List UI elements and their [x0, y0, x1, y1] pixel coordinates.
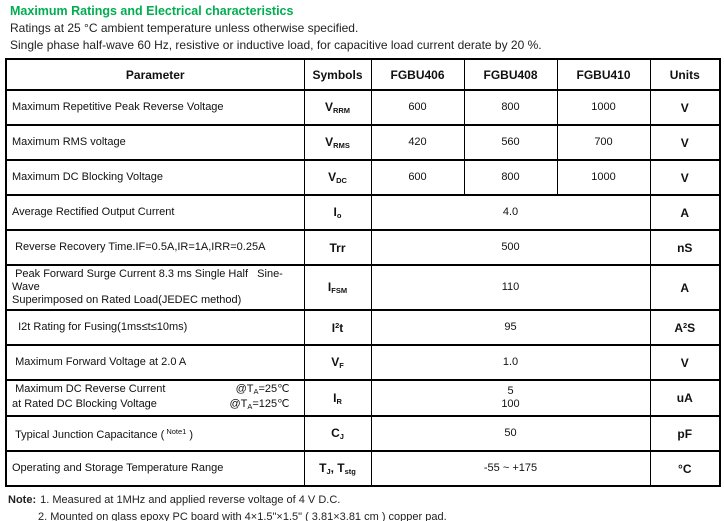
col-header-symbols: Symbols [304, 59, 371, 90]
conditions-line-1: Ratings at 25 °C ambient temperature unless otherwise specified. [10, 21, 359, 35]
header-row [6, 59, 720, 90]
table-row-io [6, 195, 720, 230]
symbol-cell-vf: VF [304, 345, 371, 380]
symbol-cell-io: Io [304, 195, 371, 230]
table-row-vf [6, 345, 720, 380]
param-cell-vdc: Maximum DC Blocking Voltage [6, 160, 304, 195]
unit-cell-trr: nS [650, 230, 720, 265]
value-cell-tj-tstg: -55 ~ +175 [371, 451, 650, 486]
value-cell-vdc-FGBU410: 1000 [557, 160, 650, 195]
col-header-units: Units [650, 59, 720, 90]
unit-cell-vf: V [650, 345, 720, 380]
table-row-vrrm [6, 90, 720, 125]
value-cell-io: 4.0 [371, 195, 650, 230]
note-line-1 [8, 494, 724, 506]
param-cell-tj-tstg: Operating and Storage Temperature Range [6, 451, 304, 486]
symbol-cell-tj-tstg: TJ, Tstg [304, 451, 371, 486]
symbol-cell-ifsm: IFSM [304, 265, 371, 310]
unit-cell-vdc: V [650, 160, 720, 195]
note-label: Note: [8, 494, 37, 506]
symbol-cell-ir: IR [304, 380, 371, 416]
value-cell-ir: 5 100 [371, 380, 650, 416]
unit-cell-vrrm: V [650, 90, 720, 125]
value-cell-vf: 1.0 [371, 345, 650, 380]
value-cell-vrrm-FGBU408: 800 [464, 90, 557, 125]
unit-cell-i2t: $A^2S$ [650, 310, 720, 345]
unit-cell-vrms: V [650, 125, 720, 160]
note-line-2: 2. Mounted on glass epoxy PC board with 4×1.5"×1.5" ( 3.81×3.81 cm ) copper pad. [38, 511, 447, 521]
value-cell-vdc-FGBU408: 800 [464, 160, 557, 195]
col-header-fgbu406: FGBU406 [371, 59, 464, 90]
ratings-table-body [6, 90, 720, 486]
value-cell-vrrm-FGBU410: 1000 [557, 90, 650, 125]
value-cell-vrms-FGBU406: 420 [371, 125, 464, 160]
symbol-cell-i2t: $I^2t$ [304, 310, 371, 345]
notes-block [8, 494, 724, 521]
value-cell-vrms-FGBU408: 560 [464, 125, 557, 160]
table-row-vdc [6, 160, 720, 195]
param-cell-trr: Reverse Recovery Time.IF=0.5A,IR=1A,IRR=0.25A [6, 230, 304, 265]
value-cell-ifsm: 110 [371, 265, 650, 310]
symbol-cell-trr: Trr [304, 230, 371, 265]
table-row-vrms [6, 125, 720, 160]
value-cell-cj: 50 [371, 416, 650, 451]
col-header-fgbu410: FGBU410 [557, 59, 650, 90]
unit-cell-io: A [650, 195, 720, 230]
unit-cell-tj-tstg: °C [650, 451, 720, 486]
param-cell-cj: Typical Junction Capacitance ( $^{Note1}$ ) [6, 416, 304, 451]
table-row-ifsm [6, 265, 720, 310]
unit-cell-ir: uA [650, 380, 720, 416]
param-cell-io: Average Rectified Output Current [6, 195, 304, 230]
param-cell-vrrm: Maximum Repetitive Peak Reverse Voltage [6, 90, 304, 125]
symbol-cell-vrms: VRMS [304, 125, 371, 160]
ratings-table [5, 58, 721, 487]
value-cell-vrms-FGBU410: 700 [557, 125, 650, 160]
param-cell-vf: Maximum Forward Voltage at 2.0 A [6, 345, 304, 380]
value-cell-trr: 500 [371, 230, 650, 265]
table-row-cj [6, 416, 720, 451]
value-cell-i2t: 95 [371, 310, 650, 345]
param-cell-i2t: I2t Rating for Fusing(1ms≤t≤10ms) [6, 310, 304, 345]
table-row-tj-tstg [6, 451, 720, 486]
symbol-cell-vrrm: VRRM [304, 90, 371, 125]
section-title: Maximum Ratings and Electrical characteristics [10, 4, 294, 18]
symbol-cell-vdc: VDC [304, 160, 371, 195]
unit-cell-cj: pF [650, 416, 720, 451]
table-row-ir [6, 380, 720, 416]
table-row-trr [6, 230, 720, 265]
param-cell-vrms: Maximum RMS voltage [6, 125, 304, 160]
param-cell-ifsm: Peak Forward Surge Current 8.3 ms Single Half Sine-Wave Superimposed on Rated Load(JEDEC method) [6, 265, 304, 310]
table-row-i2t [6, 310, 720, 345]
conditions-line-2: Single phase half-wave 60 Hz, resistive or inductive load, for capacitive load current derate by 20 %. [10, 38, 542, 52]
col-header-parameter: Parameter [6, 59, 304, 90]
symbol-cell-cj: CJ [304, 416, 371, 451]
col-header-fgbu408: FGBU408 [464, 59, 557, 90]
note-text-1: 1. Measured at 1MHz and applied reverse voltage of 4 V D.C. [40, 494, 341, 506]
param-cell-ir: Maximum DC Reverse Current @TA=25℃ at Rated DC Blocking Voltage @TA=125℃ [6, 380, 304, 416]
unit-cell-ifsm: A [650, 265, 720, 310]
value-cell-vrrm-FGBU406: 600 [371, 90, 464, 125]
value-cell-vdc-FGBU406: 600 [371, 160, 464, 195]
